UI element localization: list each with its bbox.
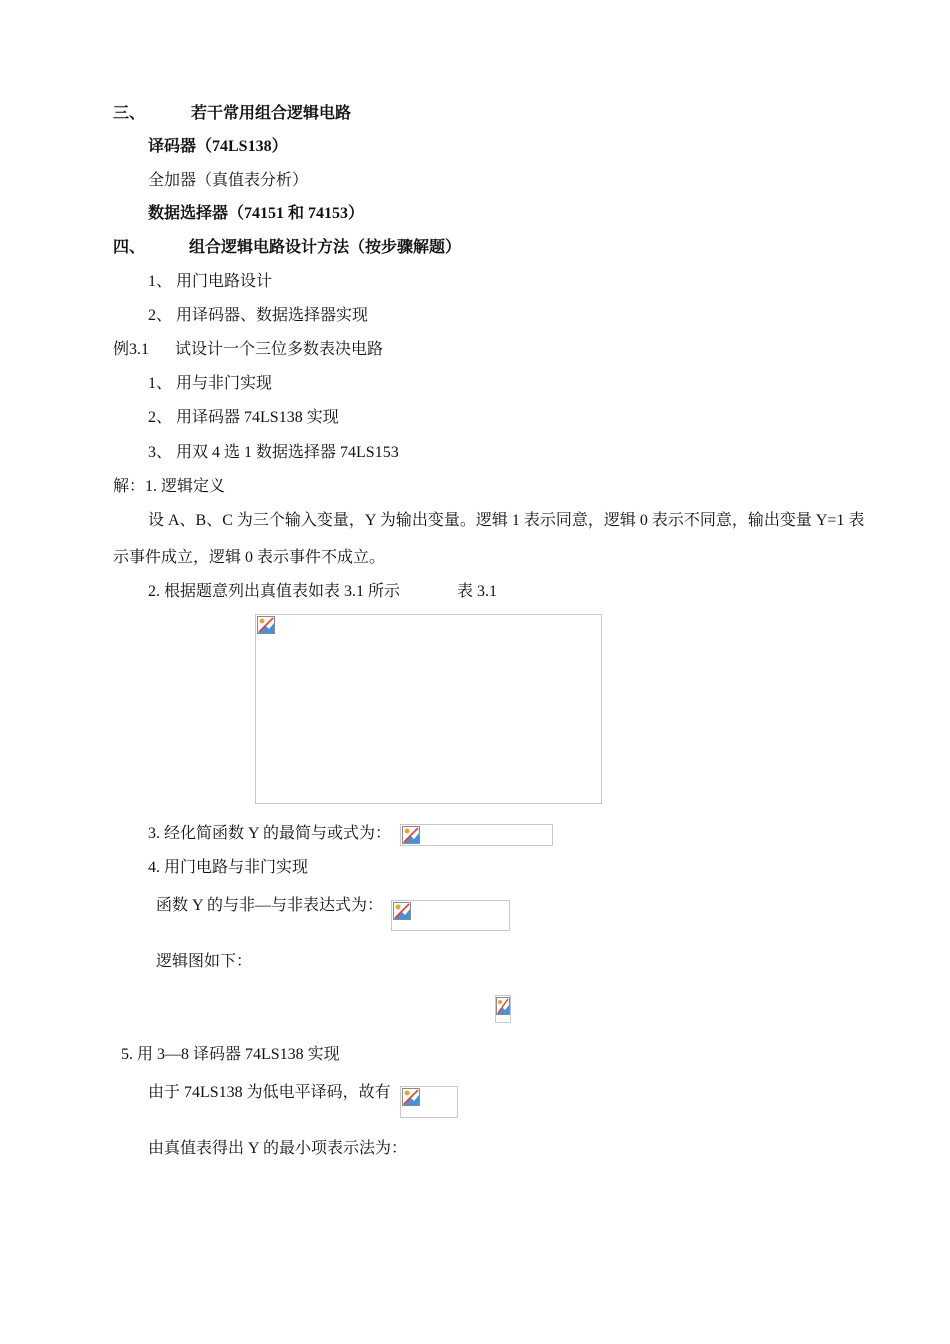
broken-image-icon xyxy=(257,616,275,634)
section-number: 三、 xyxy=(113,105,146,122)
section-title: 若干常用组合逻辑电路 xyxy=(191,105,352,122)
paragraph-line: 设 A、B、C 为三个输入变量，Y 为输出变量。逻辑 1 表示同意，逻辑 0 表示不同意，输出变量 Y=1 表 xyxy=(148,512,865,529)
list-item: 2、 用译码器 74LS138 实现 xyxy=(148,409,339,426)
list-item: 数据选择器（74151 和 74153） xyxy=(148,205,365,222)
example-label: 例3.1 xyxy=(113,341,150,358)
expression-image xyxy=(400,824,553,846)
list-item: 3、 用双 4 选 1 数据选择器 74LS153 xyxy=(148,444,399,461)
broken-image-icon xyxy=(402,826,420,844)
truth-table-image xyxy=(255,614,602,804)
solution-step-4: 4. 用门电路与非门实现 xyxy=(148,859,309,876)
solution-step-3: 3. 经化简函数 Y 的最简与或式为： xyxy=(148,825,391,842)
table-caption: 表 3.1 xyxy=(457,583,498,600)
example-title: 试设计一个三位多数表决电路 xyxy=(175,341,384,358)
broken-image-icon xyxy=(402,1088,420,1106)
section-heading-4 xyxy=(113,238,461,258)
decoder-expression-image xyxy=(400,1086,458,1118)
section-title: 组合逻辑电路设计方法（按步骤解题） xyxy=(189,239,462,256)
section-heading-3 xyxy=(113,104,351,124)
nand-expression-image xyxy=(391,900,510,931)
paragraph-line: 示事件成立，逻辑 0 表示事件不成立。 xyxy=(113,549,386,566)
list-item: 全加器（真值表分析） xyxy=(148,172,309,189)
example-heading xyxy=(113,340,383,360)
list-item: 1、 用门电路设计 xyxy=(148,273,273,290)
nand-expression-label: 函数 Y 的与非—与非表达式为： xyxy=(156,897,383,914)
broken-image-icon xyxy=(393,902,411,920)
broken-image-icon xyxy=(496,997,510,1015)
logic-diagram-image xyxy=(495,995,511,1023)
solution-step-2: 2. 根据题意列出真值表如表 3.1 所示 xyxy=(148,583,401,600)
list-item: 1、 用与非门实现 xyxy=(148,375,273,392)
logic-diagram-label: 逻辑图如下： xyxy=(156,953,253,970)
solution-step-5: 5. 用 3—8 译码器 74LS138 实现 xyxy=(121,1046,340,1063)
low-level-decode-text: 由于 74LS138 为低电平译码，故有 xyxy=(148,1084,391,1101)
list-item: 译码器（74LS138） xyxy=(148,138,288,155)
section-number: 四、 xyxy=(113,239,146,256)
minterm-text: 由真值表得出 Y 的最小项表示法为： xyxy=(148,1140,407,1157)
solution-step-1: 解：1. 逻辑定义 xyxy=(113,478,226,495)
list-item: 2、 用译码器、数据选择器实现 xyxy=(148,307,369,324)
